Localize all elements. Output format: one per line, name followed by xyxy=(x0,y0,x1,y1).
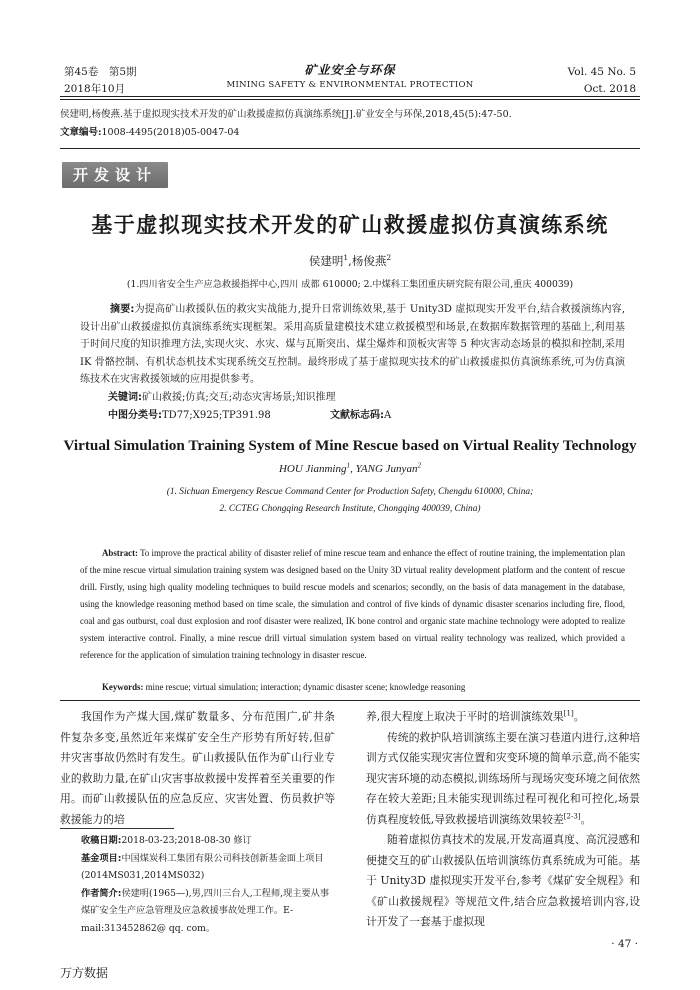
watermark-label: 万方数据 xyxy=(60,966,109,980)
citation-block xyxy=(60,106,640,142)
affiliation-en: (1. Sichuan Emergency Rescue Command Center for Production Safety, Chengdu 610000, China; 2. CCTEG Chongqing Research Institute, Chongqing 400039, China) xyxy=(166,487,534,514)
footnote-author: 作者简介:侯建明(1965—),男,四川三台人,工程师,现主要从事煤矿安全生产应急管理及应急救援事故处理工作。E-mail:313452862@ qq. com。 xyxy=(81,887,330,934)
article-number: 文章编号:1008-4495(2018)05-0047-04 xyxy=(60,127,240,138)
abstract-cn xyxy=(80,301,625,389)
body-paragraph: 传统的救护队培训演练主要在演习巷道内进行,这种培训方式仅能实现灾害位置和灾变环境的简单示意,尚不能实现灾害环境的动态模拟,训练场所与现场灾变环境之间依然存在较大差距;且未能实现训练过程可视化和可控化,场景仿真程度较低,导致救援培训演练效果较差[2-3]。 xyxy=(366,730,640,826)
footnote-received: 收稿日期:2018-03-23;2018-08-30 修订 xyxy=(81,835,252,846)
journal-title-en: MINING SAFETY & ENVIRONMENTAL PROTECTION xyxy=(226,80,474,90)
header-vol-en: Vol. 45 No. 5 xyxy=(567,66,636,78)
keywords-cn: 关键词:矿山救援;仿真;交互;动态灾害场景;知识推理 xyxy=(108,392,336,403)
authors-en: HOU Jianming$^1$, YANG Junyan$^2$ xyxy=(278,461,422,475)
body-column-right xyxy=(366,707,640,933)
footnotes xyxy=(60,832,335,937)
journal-title-cn: 矿业安全与环保 xyxy=(304,63,396,77)
header-issue-info-en xyxy=(568,64,636,98)
document-code: 文献标志码:A xyxy=(330,410,392,421)
header-rule-top xyxy=(60,96,640,97)
body-paragraph: 随着虚拟仿真技术的发展,开发高逼真度、高沉浸感和便捷交互的矿山救援队伍培训演练仿真系统成为可能。基于 Unity3D 虚拟现实开发平台,参考《煤矿安全规程》和《矿山救援规程》等规范文件,结合应急救援培训内容,设计开发了一套基于虚拟现 xyxy=(366,833,640,928)
header-date-en: Oct. 2018 xyxy=(583,83,636,95)
authors-cn: 侯建明$^1$,杨俊燕$^2$ xyxy=(308,253,392,268)
keywords-en: Keywords: mine rescue; virtual simulation; interaction; dynamic disaster scene; knowledge reasoning xyxy=(102,682,466,692)
abstract-rule xyxy=(60,700,640,701)
header-date: 2018年10月 xyxy=(64,83,126,95)
footnote-fund: 基金项目:中国煤炭科工集团有限公司科技创新基金面上项目(2014MS031,2014MS032) xyxy=(81,852,324,881)
affiliation-cn: (1.四川省安全生产应急救援指挥中心,四川 成都 610000; 2.中煤科工集团重庆研究院有限公司,重庆 400039) xyxy=(126,279,574,290)
section-tag: 开发设计 xyxy=(62,162,168,188)
footnote-rule xyxy=(60,828,174,829)
abstract-en xyxy=(80,545,625,664)
abstract-cn-label: 摘要: xyxy=(110,304,135,315)
body-paragraph: 养,很大程度上取决于平时的培训演练效果[1]。 xyxy=(366,708,585,723)
paper-title-en: Virtual Simulation Training System of Mine Rescue based on Virtual Reality Technology xyxy=(63,437,637,454)
clc-number: 中图分类号:TD77;X925;TP391.98 xyxy=(108,410,271,421)
citation-text: 侯建明,杨俊燕.基于虚拟现实技术开发的矿山救援虚拟仿真演练系统[J].矿业安全与环保,2018,45(5):47-50. xyxy=(60,109,512,120)
citation-rule xyxy=(60,148,640,149)
header-rule-bottom xyxy=(60,99,640,100)
abstract-en-label: Abstract: xyxy=(102,548,138,558)
page-number: · 47 · xyxy=(611,938,638,950)
body-column-left: 我国作为产煤大国,煤矿数量多、分布范围广,矿井条件复杂多变,虽然近年来煤矿安全生产形势有所好转,但矿井灾害事故仍然时有发生。矿山救援队伍作为矿山行业专业的救助力量,在矿山灾害事故救援中发挥着至关重要的作用。而矿山救援队伍的应急反应、灾害处置、伤员救护等救援能力的培 xyxy=(60,710,335,826)
paper-title-cn: 基于虚拟现实技术开发的矿山救援虚拟仿真演练系统 xyxy=(91,213,609,237)
abstract-en-text: To improve the practical ability of disaster relief of mine rescue team and enhance the effect of routine training, the implementation plan of the mine rescue virtual simulation training system was designed based on the Unity 3D virtual reality development platform and the content of rescue drill. Firstly, using high quality modeling techniques to build rescue models and scenarios; secondly, on the basis of data management in the database, using the knowledge reasoning method based on time scale, the simulation and control of five kinds of dynamic disaster scenarios including fire, flood, coal and gas outburst, coal dust explosion and roof disaster were realized, IK bone control and organic state machine technology were adopted to realize system interactive control. Finally, a mine rescue drill virtual simulation system based on virtual reality technology was realized, which provided a reference for the application of simulation training technology in disaster rescue. xyxy=(80,548,626,660)
header-volume: 第45卷 第5期 xyxy=(64,66,137,78)
abstract-cn-text: 为提高矿山救援队伍的救灾实战能力,提升日常训练效果,基于 Unity3D 虚拟现实开发平台,结合救援演练内容,设计出矿山救援虚拟仿真演练系统实现框架。采用高质量建模技术建立救援模型和场景,在数据库数据管理的基础上,利用基于时间尺度的知识推理方法,实现火灾、水灾、煤与瓦斯突出、煤尘爆炸和顶板灾害等 5 种灾害动态场景的模拟和控制,采用 IK 骨骼控制、有机状态机技术实现系统交互控制。最终形成了基于虚拟现实技术的矿山救援虚拟仿真演练系统,可为仿真演练技术在灾害救援领域的应用提供参考。 xyxy=(80,304,626,386)
